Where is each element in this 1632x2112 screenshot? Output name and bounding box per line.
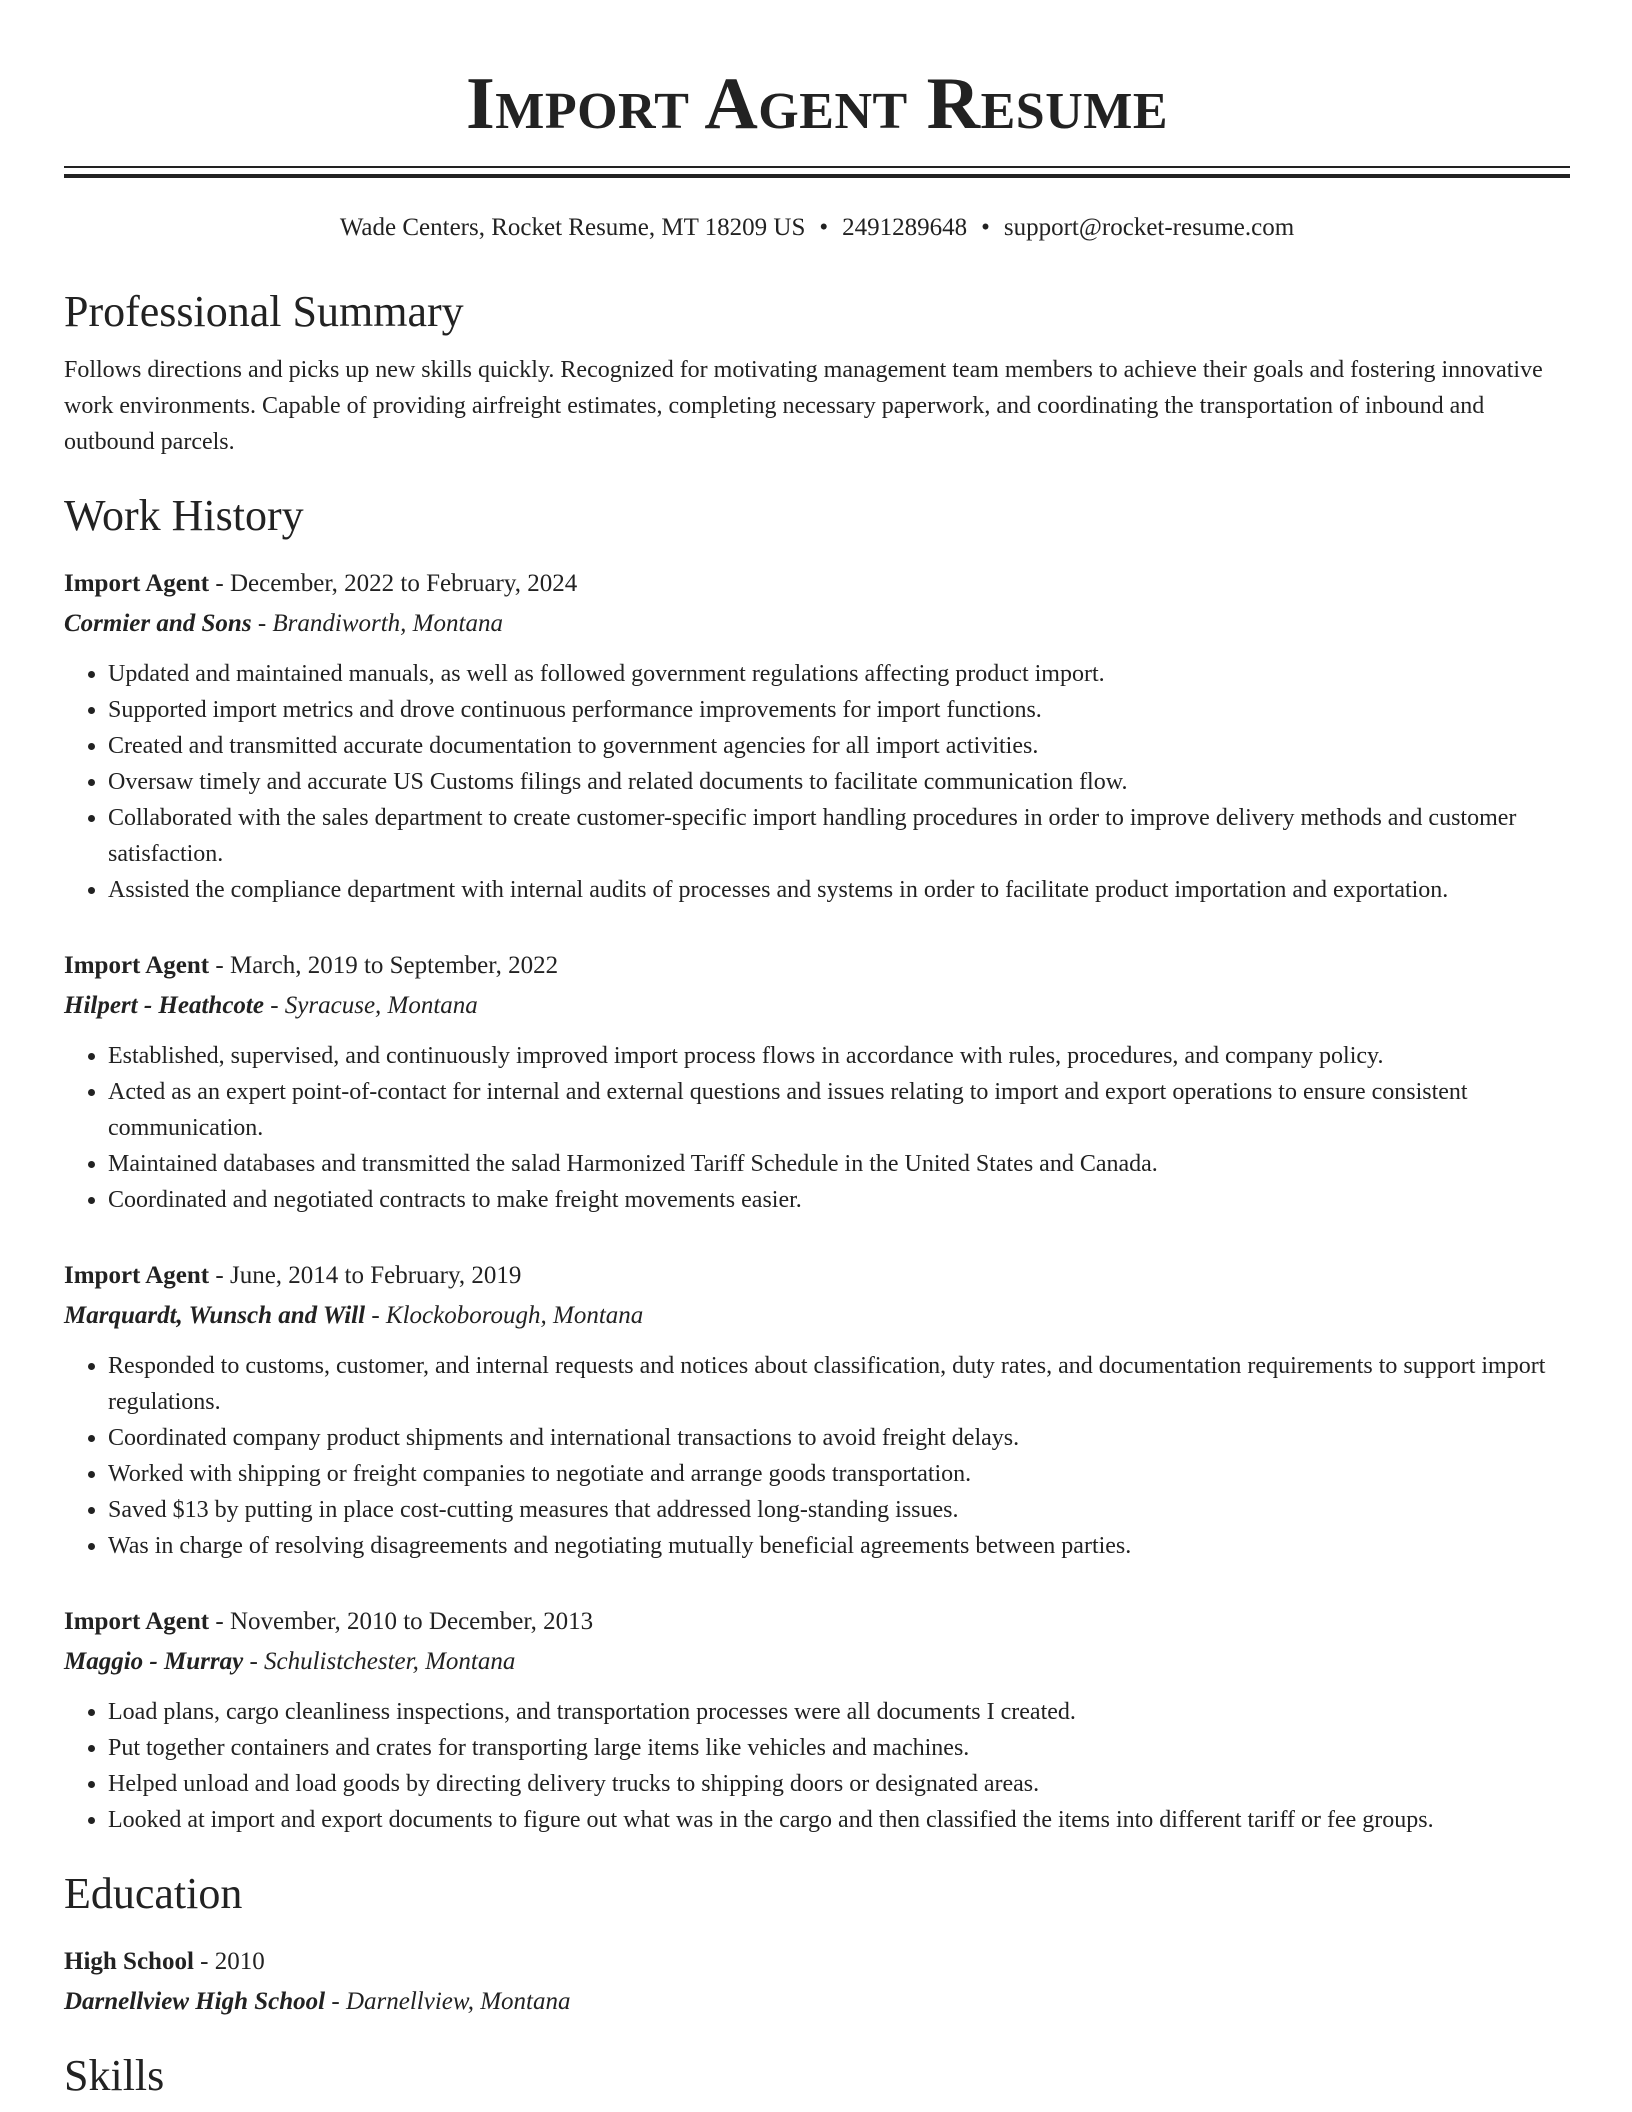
job-title: Import Agent [64,952,210,979]
job-bullet: • Worked with shipping or freight companies to negotiate and arrange goods transportation. [108,1456,1570,1492]
job-bullet: • Looked at import and export documents to figure out what was in the cargo and then classified the items into different tariff or fee groups. [108,1802,1570,1838]
job-bullet: • Acted as an expert point-of-contact for internal and external questions and issues relating to import and export operations to ensure consistent communication. [108,1074,1570,1146]
job-bullets [64,656,1570,908]
job-bullets [64,1348,1570,1564]
degree-line [64,1942,1570,1982]
contact-address: Wade Centers, Rocket Resume, MT 18209 US [339,214,806,241]
company-line [64,604,1570,644]
job-title-line [64,1256,1570,1296]
title-divider-thick [64,174,1570,178]
school-line [64,1982,1570,2022]
job-title: Import Agent [64,1608,210,1635]
company-name: Marquardt, Wunsch and Will [64,1302,366,1329]
job-entry [64,1602,1570,1838]
job-title-line [64,1602,1570,1642]
job-bullets [64,1038,1570,1218]
company-location: - Schulistchester, Montana [243,1648,516,1675]
job-dates: - June, 2014 to February, 2019 [209,1262,522,1289]
school-name: Darnellview High School [64,1988,326,2015]
contact-phone: 2491289648 [842,214,968,241]
title-divider-thin [64,166,1570,168]
summary-heading: Professional Summary [64,287,464,336]
company-line [64,1296,1570,1336]
company-location: - Klockoborough, Montana [365,1302,644,1329]
contact-line [64,212,1570,244]
summary-text: Follows directions and picks up new skills quickly. Recognized for motivating management team members to achieve their goals and fostering innovative work environments. Capable of providing airfreight estimates, completing necessary paperwork, and coordinating the transportation of inbound and outbound parcels. [64,357,1543,455]
job-bullet: • Collaborated with the sales department to create customer-specific import handling procedures in order to improve delivery methods and customer satisfaction. [108,800,1570,872]
company-location: - Brandiworth, Montana [251,610,503,637]
job-bullet: • Established, supervised, and continuously improved import process flows in accordance with rules, procedures, and company policy. [108,1038,1570,1074]
company-location: - Syracuse, Montana [263,992,478,1019]
job-bullet: • Coordinated and negotiated contracts to make freight movements easier. [108,1182,1570,1218]
job-bullet: • Maintained databases and transmitted the salad Harmonized Tariff Schedule in the United States and Canada. [108,1146,1570,1182]
job-bullet: • Put together containers and crates for transporting large items like vehicles and machines. [108,1730,1570,1766]
job-title-line [64,946,1570,986]
company-name: Cormier and Sons [64,610,252,637]
job-bullet: • Coordinated company product shipments and international transactions to avoid freight delays. [108,1420,1570,1456]
job-bullet: • Oversaw timely and accurate US Customs filings and related documents to facilitate communication flow. [108,764,1570,800]
job-dates: - December, 2022 to February, 2024 [209,570,578,597]
education-heading: Education [64,1869,243,1918]
job-entry [64,564,1570,908]
job-title: Import Agent [64,570,210,597]
job-dates: - November, 2010 to December, 2013 [209,1608,594,1635]
education-entry [64,1942,1570,2022]
degree-year: - 2010 [193,1948,265,1975]
page-title: Import Agent Resume [465,63,1169,145]
contact-separator: • [819,214,829,241]
company-name: Maggio - Murray [64,1648,244,1675]
job-bullet: • Load plans, cargo cleanliness inspections, and transportation processes were all documents I created. [108,1694,1570,1730]
job-bullet: • Supported import metrics and drove continuous performance improvements for import functions. [108,692,1570,728]
job-title-line [64,564,1570,604]
job-bullets [64,1694,1570,1838]
job-bullet: • Responded to customs, customer, and internal requests and notices about classification, duty rates, and documentation requirements to support import regulations. [108,1348,1570,1420]
job-dates: - March, 2019 to September, 2022 [209,952,559,979]
work-history-heading: Work History [64,491,304,540]
contact-email: support@rocket-resume.com [1003,214,1295,241]
company-line [64,986,1570,1026]
company-line [64,1642,1570,1682]
school-location: - Darnellview, Montana [325,1988,571,2015]
job-title: Import Agent [64,1262,210,1289]
skills-heading: Skills [64,2051,165,2100]
resume-page [64,0,1570,2102]
company-name: Hilpert - Heathcote [64,992,264,1019]
job-entry [64,1256,1570,1564]
job-bullet: • Created and transmitted accurate documentation to government agencies for all import activities. [108,728,1570,764]
job-bullet: • Updated and maintained manuals, as well as followed government regulations affecting product import. [108,656,1570,692]
job-bullet: • Assisted the compliance department with internal audits of processes and systems in order to facilitate product importation and exportation. [108,872,1570,908]
degree-name: High School [64,1948,194,1975]
job-entry [64,946,1570,1218]
job-bullet: • Helped unload and load goods by directing delivery trucks to shipping doors or designated areas. [108,1766,1570,1802]
job-bullet: • Was in charge of resolving disagreements and negotiating mutually beneficial agreements between parties. [108,1528,1570,1564]
job-bullet: • Saved $13 by putting in place cost-cutting measures that addressed long-standing issues. [108,1492,1570,1528]
contact-separator: • [981,214,990,241]
